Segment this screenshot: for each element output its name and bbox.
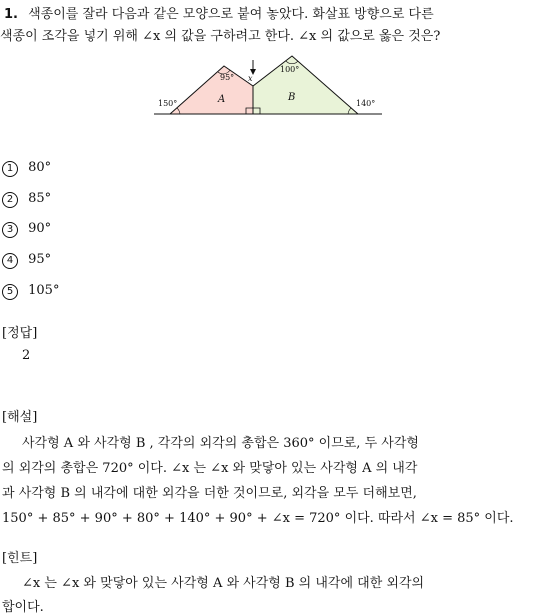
choice-4[interactable] (2, 252, 51, 269)
explanation-line-2: 의 외각의 총합은 720° 이다. ∠x 는 ∠x 와 맞닿아 있는 사각형 A 의 내각 (2, 461, 418, 476)
question-text-1: 색종이를 잘라 다음과 같은 모양으로 붙여 놓았다. 화살표 방향으로 다른 (28, 7, 434, 22)
choice-5-text: 105° (28, 283, 60, 298)
paper-figure (152, 50, 384, 120)
hint-line-2: 합이다. (2, 600, 44, 615)
explanation-label: [해설] (2, 410, 38, 425)
hint-line-1: ∠x 는 ∠x 와 맞닿아 있는 사각형 A 와 사각형 B 의 내각에 대한 외각의 (22, 576, 425, 591)
choice-5-number: 5 (2, 284, 18, 300)
choice-3-text: 90° (28, 221, 52, 236)
angle-b-label: 100° (280, 65, 300, 74)
choice-2-number: 2 (2, 192, 18, 208)
choice-1[interactable] (2, 160, 51, 177)
choice-1-number: 1 (2, 161, 18, 177)
question-number: 1. (4, 7, 18, 22)
choice-5[interactable] (2, 283, 59, 300)
choice-3-number: 3 (2, 222, 18, 238)
explanation-line-1: 사각형 A 와 사각형 B , 각각의 외각의 총합은 360° 이므로, 두 사각형 (22, 436, 419, 451)
choice-2-text: 85° (28, 191, 52, 206)
angle-right-label: 140° (356, 99, 376, 108)
angle-left-label: 150° (158, 99, 178, 108)
choice-3[interactable] (2, 221, 51, 238)
angle-a-label: 95° (220, 73, 235, 82)
explanation-line-3: 과 사각형 B 의 내각에 대한 외각을 더한 것이므로, 외각을 모두 더해보면, (2, 486, 417, 501)
shape-b (253, 56, 358, 114)
question-text-2: 색종이 조각을 넣기 위해 ∠x 의 값을 구하려고 한다. ∠x 의 값으로 옳은 것은? (0, 29, 441, 44)
choice-4-number: 4 (2, 253, 18, 269)
choice-4-text: 95° (28, 252, 52, 267)
shape-b-label: B (288, 92, 296, 103)
explanation-line-4: 150° + 85° + 90° + 80° + 140° + 90° + ∠x = 720° 이다. 따라서 ∠x = 85° 이다. (2, 511, 514, 526)
answer-label: [정답] (2, 326, 38, 341)
choice-2[interactable] (2, 191, 51, 208)
hint-label: [힌트] (2, 551, 38, 566)
question-line-2 (0, 25, 535, 44)
angle-x-label: x (248, 74, 253, 83)
question-line-1 (0, 3, 535, 22)
answer-value: 2 (22, 348, 31, 363)
choice-1-text: 80° (28, 160, 52, 175)
shape-a-label: A (218, 94, 226, 105)
shape-a (170, 66, 253, 114)
